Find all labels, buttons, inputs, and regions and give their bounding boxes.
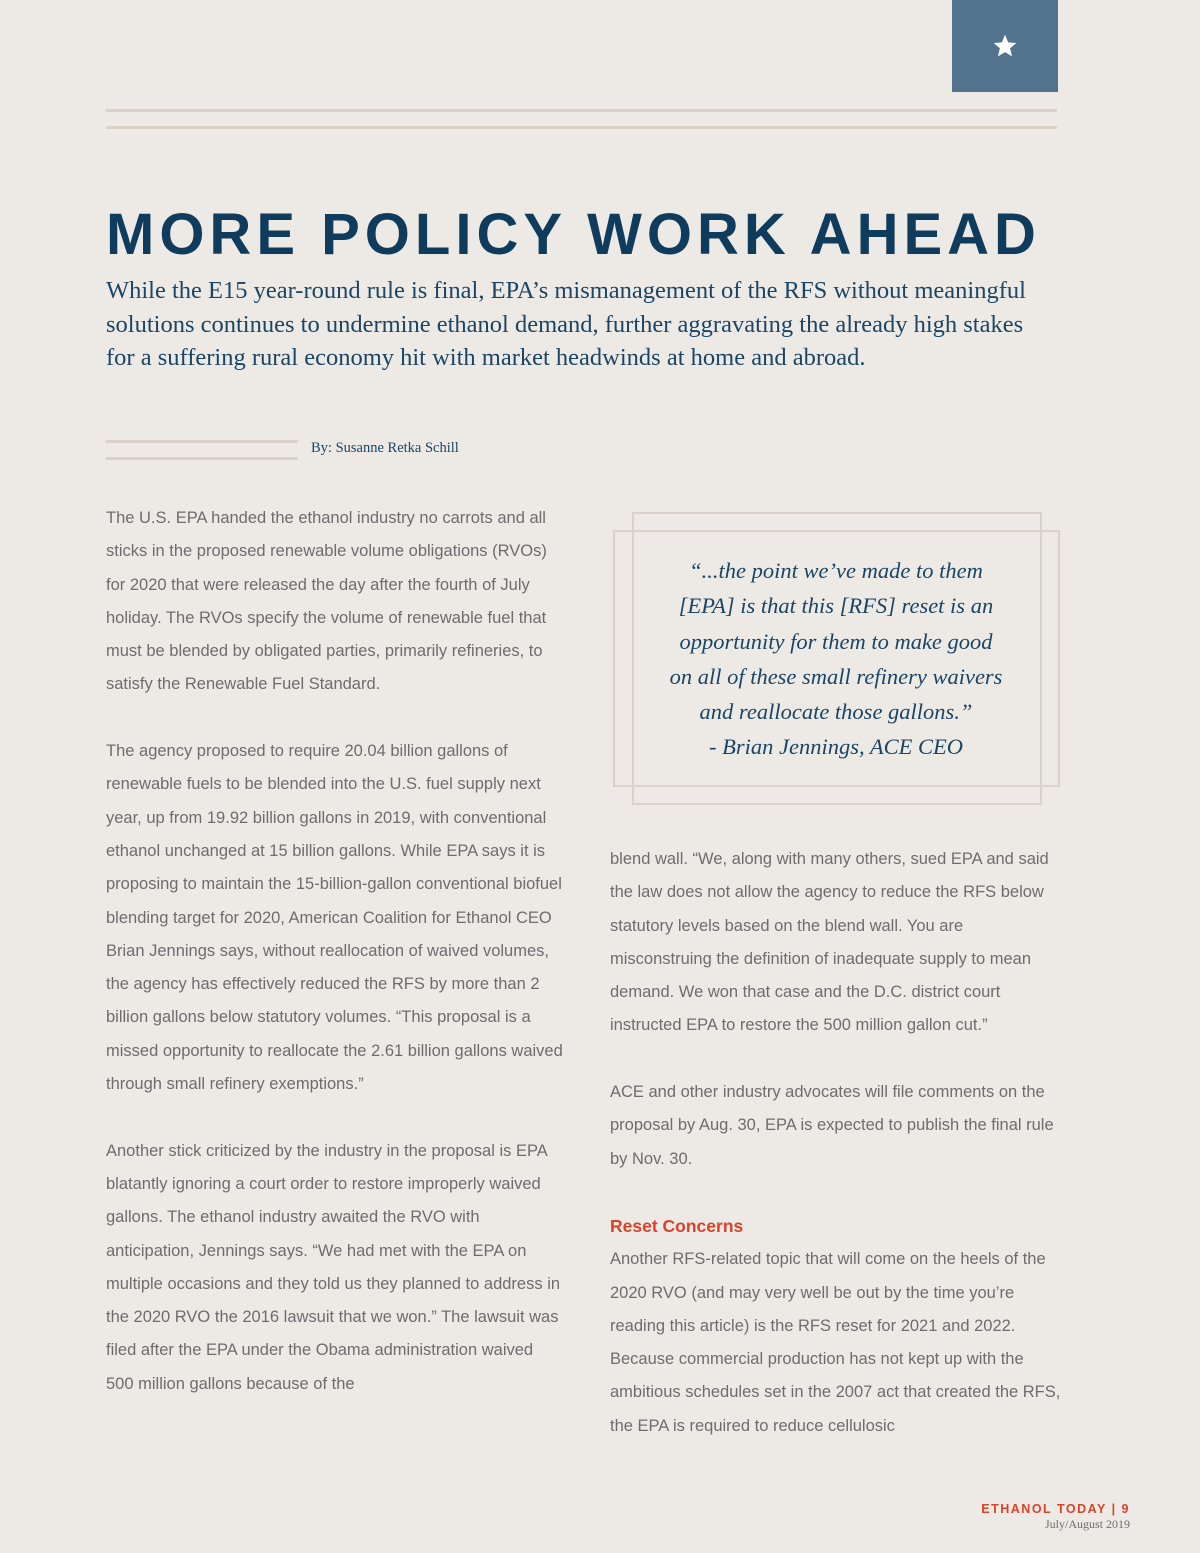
byline-rule-top: [106, 440, 298, 443]
paragraph: The U.S. EPA handed the ethanol industry no carrots and all sticks in the proposed renewable volume obligations (RVOs) for 2020 that were released the day after the fourth of July holiday. The RVOs specify the volume of renewable fuel that must be blended by obligated parties, primarily refineries, to satisfy the Renewable Fuel Standard.: [106, 509, 547, 694]
pull-quote: [633, 553, 1039, 765]
page-footer: [981, 1502, 1130, 1532]
star-icon: [992, 33, 1018, 59]
right-column: [610, 843, 1066, 1176]
pull-quote-line: “...the point we’ve made to them: [689, 558, 983, 583]
byline: By: Susanne Retka Schill: [311, 440, 459, 456]
header-rule-top: [106, 109, 1057, 112]
pull-quote-line: on all of these small refinery waivers: [669, 663, 1003, 689]
article-title: MORE POLICY WORK AHEAD: [106, 202, 1041, 267]
section-heading: Reset Concerns: [610, 1216, 744, 1236]
paragraph: The agency proposed to require 20.04 billion gallons of renewable fuels to be blended into the U.S. fuel supply next year, up from 19.92 billion gallons in 2019, with conventional ethanol unchanged at 15 billion gallons. While EPA says it is proposing to maintain the 15-billion-gallon conventional biofuel blending target for 2020, American Coalition for Ethanol CEO Brian Jennings says, without reallocation of waived volumes, the agency has effectively reduced the RFS by more than 2 billion gallons below statutory volumes. “This proposal is a missed opportunity to reallocate the 2.61 billion gallons waived through small refinery exemptions.”: [106, 742, 563, 1094]
paragraph: ACE and other industry advocates will file comments on the proposal by Aug. 30, EPA is expected to publish the final rule by Nov. 30.: [610, 1083, 1054, 1168]
pull-quote-line: opportunity for them to make good: [679, 628, 993, 654]
left-column: [106, 502, 564, 1401]
byline-rule-bottom: [106, 457, 298, 460]
paragraph: Another stick criticized by the industry in the proposal is EPA blatantly ignoring a court order to restore improperly waived gallons. The ethanol industry awaited the RVO with anticipation, Jennings says. “We had met with the EPA on multiple occasions and they told us they planned to address in the 2020 RVO the 2016 lawsuit that we won.” The lawsuit was filed after the EPA under the Obama administration waived 500 million gallons because of the: [106, 1141, 561, 1393]
footer-magazine-page: ETHANOL TODAY | 9: [981, 1502, 1130, 1516]
star-tab: [952, 0, 1058, 92]
pull-quote-line: and reallocate those gallons.”: [699, 699, 973, 725]
paragraph: Another RFS-related topic that will come on the heels of the 2020 RVO (and may very well be out by the time you’re reading this article) is the RFS reset for 2021 and 2022. Because commercial production has not kept up with the ambitious schedules set in the 2007 act that created the RFS, the EPA is required to reduce cellulosic: [610, 1250, 1061, 1435]
paragraph: blend wall. “We, along with many others, sued EPA and said the law does not allow the agency to reduce the RFS below statutory levels based on the blend wall. You are misconstruing the definition of inadequate supply to mean demand. We won that case and the D.C. district court instructed EPA to restore the 500 million gallon cut.”: [610, 850, 1049, 1035]
reset-concerns-section: [610, 1210, 1066, 1443]
header-rule-bottom: [106, 126, 1057, 129]
pull-quote-line: [EPA] is that this [RFS] reset is an: [678, 593, 994, 619]
pull-quote-attribution: - Brian Jennings, ACE CEO: [709, 734, 963, 760]
article-deck: While the E15 year-round rule is final, EPA’s mismanagement of the RFS without meaningful solutions continues to undermine ethanol demand, further aggravating the already high stakes for a suffering rural economy hit with market headwinds at home and abroad.: [106, 277, 1026, 371]
footer-issue-date: July/August 2019: [1044, 1517, 1130, 1531]
